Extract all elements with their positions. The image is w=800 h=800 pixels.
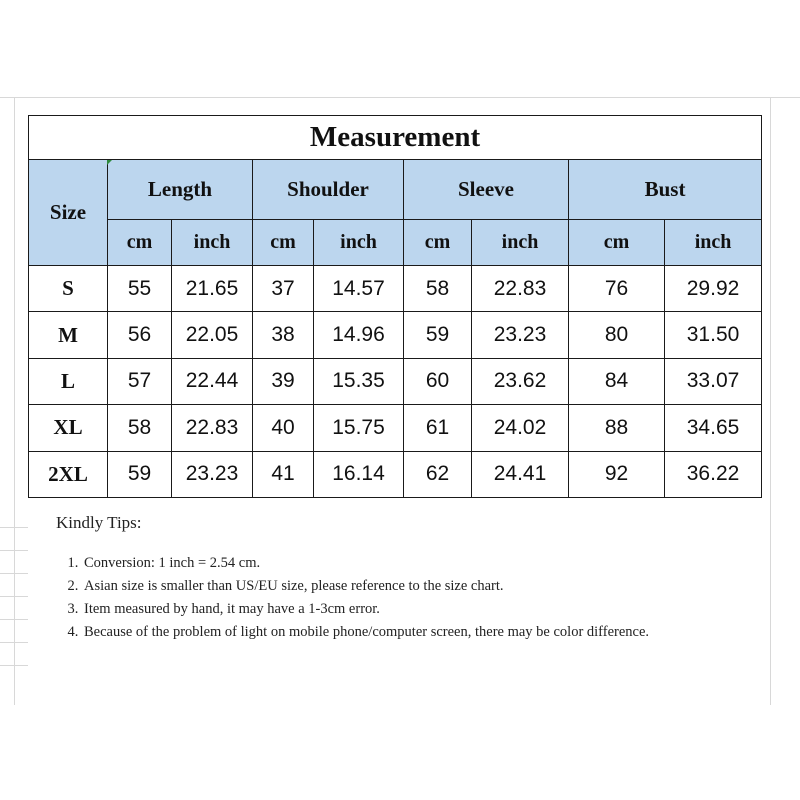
- tips-title: Kindly Tips:: [56, 513, 142, 532]
- value-cell: 23.62: [472, 358, 569, 404]
- table-row: [29, 266, 762, 312]
- value-cell: 59: [108, 451, 172, 497]
- value-cell: 33.07: [665, 358, 762, 404]
- value-cell: 15.35: [314, 358, 404, 404]
- gridline: [0, 596, 28, 597]
- value-cell: 16.14: [314, 451, 404, 497]
- tip-item: 2. Asian size is smaller than US/EU size, please reference to the size chart.: [82, 575, 756, 598]
- value-cell: 22.83: [472, 266, 569, 312]
- value-cell: 21.65: [172, 266, 253, 312]
- gridline: [0, 642, 28, 643]
- value-cell: 58: [404, 266, 472, 312]
- table-row: [29, 358, 762, 404]
- gridline: [0, 665, 28, 666]
- gridline: [0, 550, 28, 551]
- value-cell: 22.05: [172, 312, 253, 358]
- gridline: [770, 97, 771, 705]
- kindly-tips: [56, 513, 756, 644]
- unit-header: inch: [172, 220, 253, 266]
- size-chart-table: [28, 115, 762, 498]
- tips-list: [56, 552, 756, 644]
- tip-item: 4. Because of the problem of light on mobile phone/computer screen, there may be color difference.: [82, 621, 756, 644]
- value-cell: 60: [404, 358, 472, 404]
- value-cell: 62: [404, 451, 472, 497]
- unit-header-row: [29, 220, 762, 266]
- value-cell: 55: [108, 266, 172, 312]
- size-cell: XL: [29, 405, 108, 451]
- value-cell: 24.41: [472, 451, 569, 497]
- unit-header: cm: [404, 220, 472, 266]
- value-cell: 37: [253, 266, 314, 312]
- value-cell: 57: [108, 358, 172, 404]
- unit-header: inch: [314, 220, 404, 266]
- value-cell: 40: [253, 405, 314, 451]
- table-body: [29, 266, 762, 498]
- value-cell: 29.92: [665, 266, 762, 312]
- size-cell: L: [29, 358, 108, 404]
- value-cell: 92: [569, 451, 665, 497]
- unit-header: inch: [665, 220, 762, 266]
- size-cell: 2XL: [29, 451, 108, 497]
- gridline: [0, 527, 28, 528]
- gridline: [14, 97, 15, 705]
- value-cell: 23.23: [472, 312, 569, 358]
- unit-header: inch: [472, 220, 569, 266]
- value-cell: 56: [108, 312, 172, 358]
- tip-item: 3. Item measured by hand, it may have a 1-3cm error.: [82, 598, 756, 621]
- group-header-length: Length: [108, 160, 253, 220]
- value-cell: 14.57: [314, 266, 404, 312]
- table-title: Measurement: [29, 116, 762, 160]
- value-cell: 41: [253, 451, 314, 497]
- group-header-sleeve: Sleeve: [404, 160, 569, 220]
- size-cell: S: [29, 266, 108, 312]
- gridline: [0, 573, 28, 574]
- value-cell: 80: [569, 312, 665, 358]
- value-cell: 59: [404, 312, 472, 358]
- value-cell: 34.65: [665, 405, 762, 451]
- value-cell: 31.50: [665, 312, 762, 358]
- table-row: [29, 405, 762, 451]
- group-header-bust: Bust: [569, 160, 762, 220]
- table-row: [29, 312, 762, 358]
- table-row: [29, 451, 762, 497]
- value-cell: 88: [569, 405, 665, 451]
- gridline: [0, 619, 28, 620]
- value-cell: 15.75: [314, 405, 404, 451]
- unit-header: cm: [253, 220, 314, 266]
- value-cell: 23.23: [172, 451, 253, 497]
- value-cell: 39: [253, 358, 314, 404]
- value-cell: 22.44: [172, 358, 253, 404]
- unit-header: cm: [108, 220, 172, 266]
- size-cell: M: [29, 312, 108, 358]
- value-cell: 61: [404, 405, 472, 451]
- value-cell: 58: [108, 405, 172, 451]
- tip-item: 1. Conversion: 1 inch = 2.54 cm.: [82, 552, 756, 575]
- size-header: Size: [29, 160, 108, 266]
- unit-header: cm: [569, 220, 665, 266]
- group-header-shoulder: Shoulder: [253, 160, 404, 220]
- gridline: [0, 97, 800, 98]
- value-cell: 24.02: [472, 405, 569, 451]
- value-cell: 14.96: [314, 312, 404, 358]
- value-cell: 22.83: [172, 405, 253, 451]
- cell-comment-marker: [107, 160, 112, 165]
- value-cell: 38: [253, 312, 314, 358]
- value-cell: 76: [569, 266, 665, 312]
- value-cell: 36.22: [665, 451, 762, 497]
- value-cell: 84: [569, 358, 665, 404]
